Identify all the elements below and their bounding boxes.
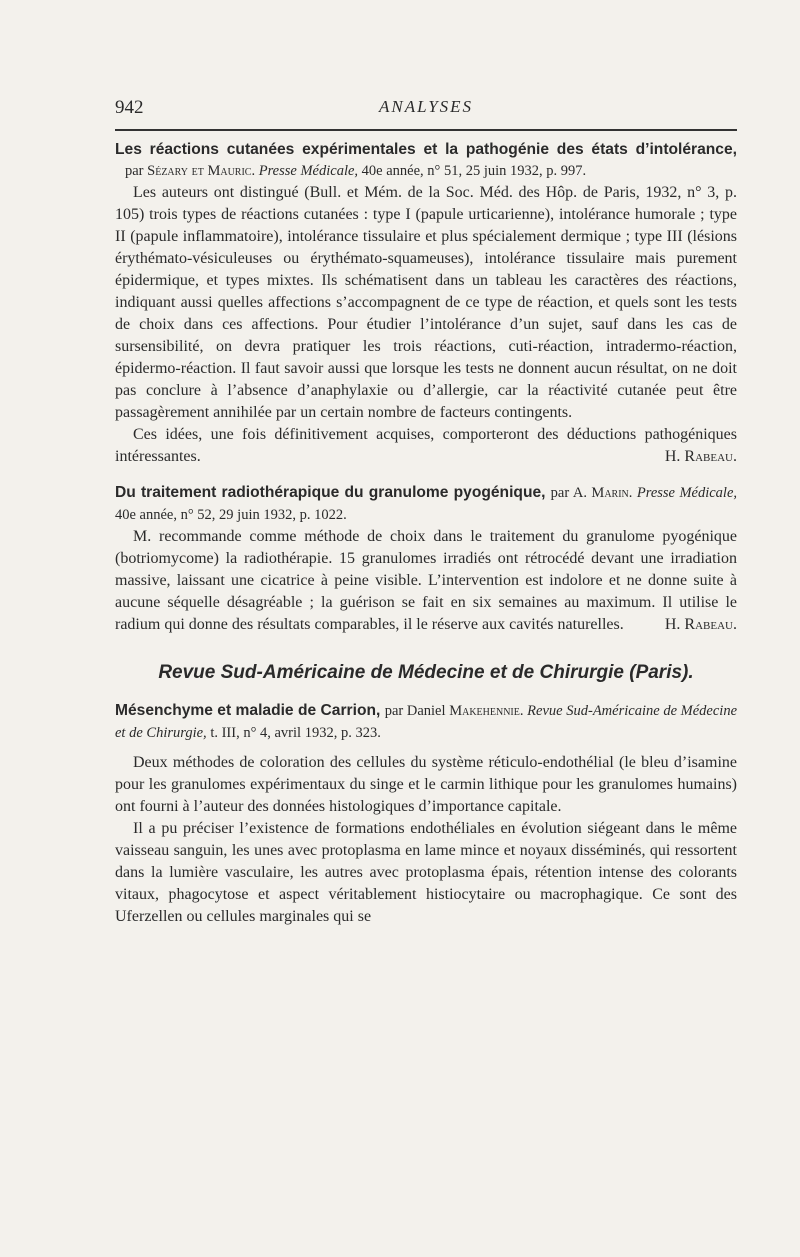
reference-par: par [125, 163, 144, 179]
reference-details: t. III, n° 4, avril 1932, p. 323. [210, 725, 381, 741]
running-title: ANALYSES [378, 97, 474, 116]
reference-details: 40e année, n° 52, 29 juin 1932, p. 1022. [115, 507, 347, 523]
article-paragraph-final [115, 424, 737, 468]
article-paragraph: Deux méthodes de coloration des cellules du système réticulo-endothélial (le bleu d’isamine pour les granulomes expérimentaux du singe et le carmin lithique pour les granulomes humains) ont fourni à l’auteur des données histologiques d’importance capitale. [115, 754, 737, 815]
reference [125, 163, 586, 179]
page-number: 942 [115, 97, 144, 118]
reference-par: par Daniel [384, 703, 446, 719]
signature: H. Rabeau. [664, 616, 737, 633]
page-header [115, 97, 737, 123]
header-rule [115, 129, 737, 131]
article-authors: Sézary et Mauric. [147, 163, 256, 179]
spacer [115, 744, 737, 752]
article-granulome [115, 482, 737, 636]
article-title: Du traitement radiothérapique du granulome pyogénique, [115, 484, 546, 501]
reference-details: 40e année, n° 51, 25 juin 1932, p. 997. [361, 163, 587, 179]
article-carrion [115, 700, 737, 928]
article-title: Mésenchyme et maladie de Carrion, [115, 702, 381, 719]
spacer [115, 468, 737, 482]
article-paragraph-text: M. recommande comme méthode de choix dans le traitement du granulome pyogénique (botriomycome) la radiothérapie. 15 granulomes irradiés ont rétrocédé devant une irradiation massive, laissant une cicatrice à peine visible. L’intervention est indolore et ne donne suite à aucune séquelle désagréable ; la guérison se fait en six semaines au maximum. Il utilise le radium qui donne des résultats comparables, il le réserve aux cavités naturelles. [115, 528, 737, 633]
journal-name: Presse Médicale, [636, 485, 738, 501]
reference-par: par A. [550, 485, 587, 501]
journal-name: Revue Sud-Américaine de Médecine et de Chirurgie, [115, 703, 738, 741]
article-authors: Makehennie. [449, 703, 524, 719]
article-paragraph-final [115, 526, 737, 636]
article-heading [115, 482, 737, 526]
article-authors: Marin. [591, 485, 633, 501]
article-heading [115, 700, 737, 744]
article-paragraph-text: Ces idées, une fois définitivement acquises, comporteront des déductions pathogéniques intéressantes. [115, 426, 737, 465]
article-heading [115, 139, 737, 182]
journal-name: Presse Médicale, [258, 163, 359, 179]
article-title: Les réactions cutanées expérimentales et la pathogénie des états d’intolérance, [115, 141, 737, 158]
article-paragraph: Les auteurs ont distingué (Bull. et Mém. de la Soc. Méd. des Hôp. de Paris, 1932, n° 3, p. 105) trois types de réactions cutanées : type I (papule urticarienne), intolérance humorale ; type II (papule inflammatoire), intolérance tissulaire et plus spécialement dermique ; type III (lésions érythémato-vésiculeuses ou érythémato-squameuses), intolérance tissulaire mais purement épidermique, et types mixtes. Ils schématisent dans un tableau les caractères des réactions, indiquant aussi quelles affections s’accompagnent de ce type de réaction, et quels sont les tests de choix dans ces affections. Pour étudier l’intolérance d’un sujet, sauf dans les cas de sursensibilité, on devra pratiquer les trois réactions, cuti-réaction, intradermo-réaction, épidermo-réaction. Il faut savoir aussi que lorsque les tests ne donnent aucun résultat, on ne doit pas conclure à l’absence d’anaphylaxie ou d’allergie, car la réactivité cutanée peut être passagèrement annihilée par un certain nombre de facteurs contingents. [115, 184, 737, 421]
signature: H. Rabeau. [664, 448, 737, 465]
page-body [115, 139, 737, 928]
article-intolerance [115, 139, 737, 468]
article-paragraph: Il a pu préciser l’existence de formations endothéliales en évolution siégeant dans le même vaisseau sanguin, les unes avec protoplasma en lame mince et noyaux disséminés, qui ressortent dans la lumière vasculaire, les autres avec protoplasma épais, rétention intense des colorants vitaux, phagocytose et aspect véritablement histiocytaire ou macrophagique. Ce sont des Uferzellen ou cellules marginales qui se [115, 820, 737, 925]
journal-section-title: Revue Sud-Américaine de Médecine et de Chirurgie (Paris). [158, 662, 694, 683]
